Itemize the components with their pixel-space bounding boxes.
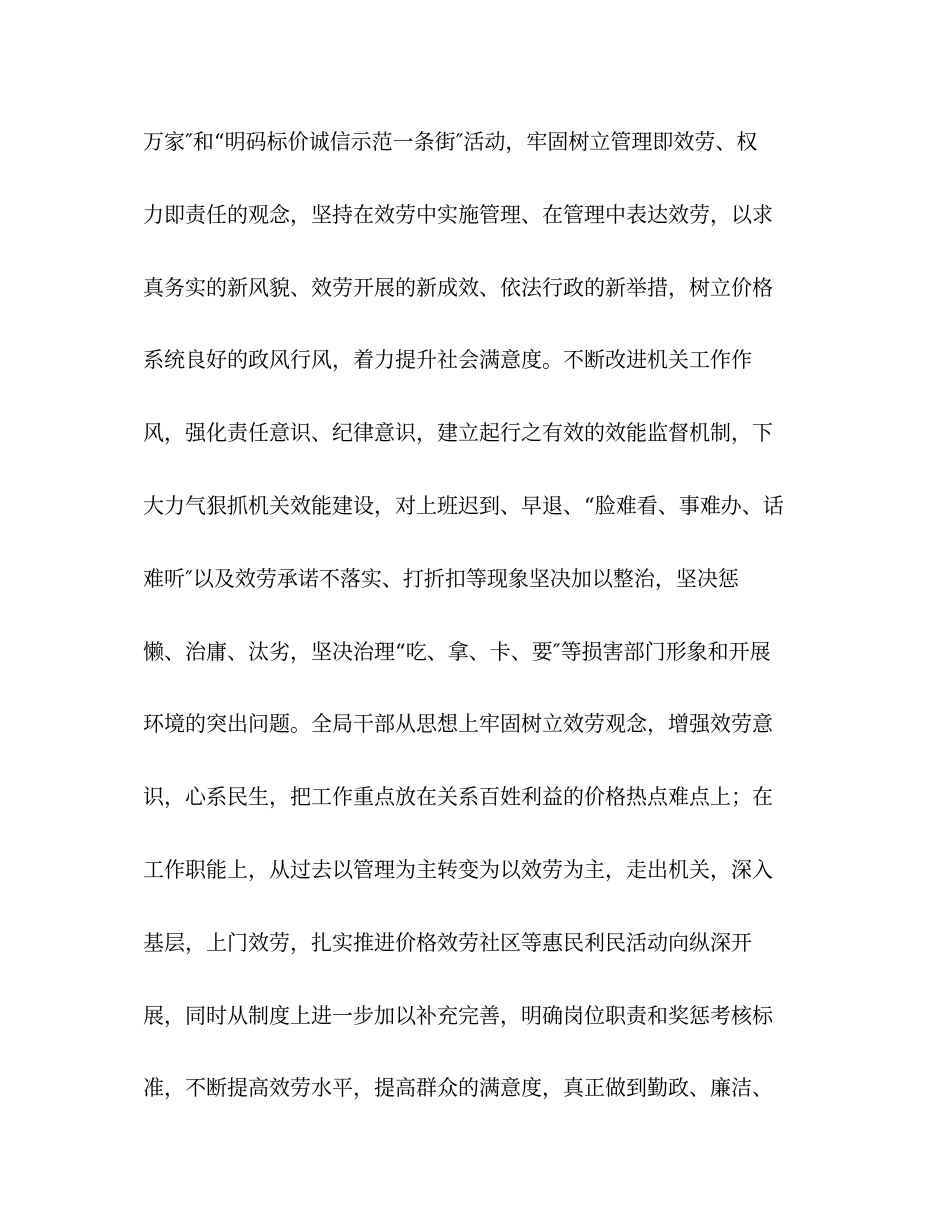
text-line: 识，心系民生，把工作重点放在关系百姓利益的价格热点难点上；在	[143, 785, 773, 810]
text-line: 万家″和“明码标价诚信示范一条街″活动，牢固树立管理即效劳、权	[143, 130, 758, 154]
text-line: 懒、治庸、汰劣，坚决治理“吃、拿、卡、要″等损害部门形象和开展	[143, 639, 771, 664]
text-line: 系统良好的政风行风，着力提升社会满意度。不断改进机关工作作	[143, 348, 752, 373]
body-paragraph	[143, 122, 823, 1141]
text-line: 大力气狠抓机关效能建设，对上班迟到、早退、“脸难看、事难办、话	[143, 493, 784, 518]
text-line: 工作职能上，从过去以管理为主转变为以效劳为主，走出机关，深入	[143, 857, 773, 882]
text-line: 基层，上门效劳，扎实推进价格效劳社区等惠民利民活动向纵深开	[143, 930, 752, 955]
text-line: 展，同时从制度上进一步加以补充完善，明确岗位职责和奖惩考核标	[143, 1003, 773, 1028]
text-line: 风，强化责任意识、纪律意识，建立起行之有效的效能监督机制，下	[143, 421, 773, 446]
text-line: 真务实的新风貌、效劳开展的新成效、依法行政的新举措，树立价格	[143, 275, 773, 300]
text-line: 环境的突出问题。全局干部从思想上牢固树立效劳观念，增强效劳意	[143, 712, 773, 737]
text-line: 难听″以及效劳承诺不落实、打折扣等现象坚决加以整治，坚决惩	[143, 566, 739, 591]
text-line: 准，不断提高效劳水平，提高群众的满意度，真正做到勤政、廉洁、	[143, 1076, 773, 1101]
text-line: 力即责任的观念，坚持在效劳中实施管理、在管理中表达效劳，以求	[143, 202, 773, 227]
